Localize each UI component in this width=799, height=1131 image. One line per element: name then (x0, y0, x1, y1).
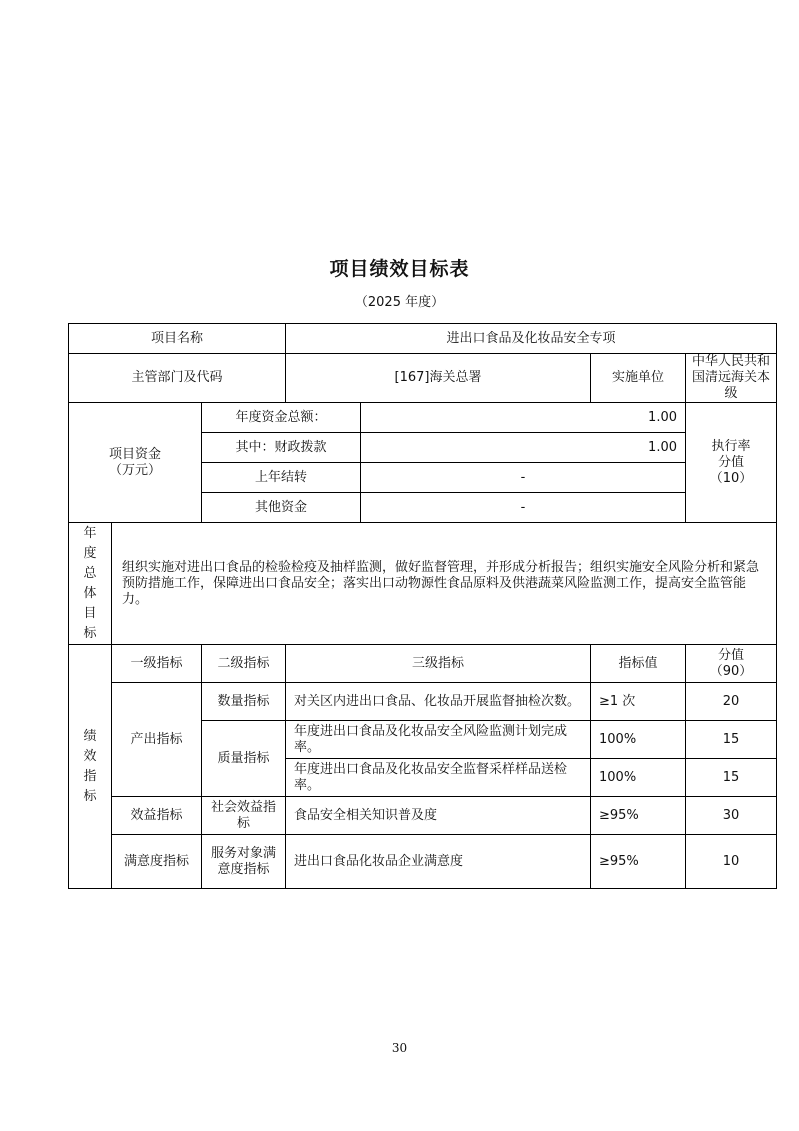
exec-rate-line1: 执行率 (711, 438, 751, 454)
project-name-label: 项目名称 (69, 324, 286, 354)
indicator-row-2-score: 15 (686, 721, 777, 759)
indicator-row-4-value: ≥95% (591, 797, 686, 835)
header-score (686, 645, 777, 683)
satisfaction-indicator-label: 满意度指标 (112, 835, 202, 889)
dept-label: 主管部门及代码 (69, 354, 286, 403)
annual-goal-label (69, 523, 112, 645)
impl-unit-value: 中华人民共和国清远海关本级 (686, 354, 777, 403)
indicators-section-label (69, 645, 112, 889)
indicator-row-4-level3: 食品安全相关知识普及度 (286, 797, 591, 835)
funds-label-line1: 项目资金 (108, 446, 161, 462)
page-number: 30 (391, 1041, 408, 1055)
indicator-row-1-score: 20 (686, 683, 777, 721)
indicator-row-3-score: 15 (686, 759, 777, 797)
indicator-row-1-value: ≥1 次 (591, 683, 686, 721)
indicator-row-2-level3: 年度进出口食品及化妆品安全风险监测计划完成率。 (286, 721, 591, 759)
funds-other-label: 其他资金 (202, 493, 361, 523)
header-level1: 一级指标 (112, 645, 202, 683)
indicator-row-5-score: 10 (686, 835, 777, 889)
page-title: 项目绩效目标表 (329, 258, 470, 280)
indicator-row-1-level3: 对关区内进出口食品、化妆品开展监督抽检次数。 (286, 683, 591, 721)
funds-carryover-label: 上年结转 (202, 463, 361, 493)
indicator-row-4-score: 30 (686, 797, 777, 835)
annual-goal-text: 组织实施对进出口食品的检验检疫及抽样监测，做好监督管理，并形成分析报告；组织实施安全风险分析和紧急预防措施工作，保障进出口食品安全；落实出口动物源性食品原料及供港蔬菜风险监测工作，提高安全监管能力。 (112, 523, 777, 645)
performance-table (68, 323, 777, 889)
header-score-line1: 分值 (718, 647, 745, 663)
project-name-value: 进出口食品及化妆品安全专项 (286, 324, 777, 354)
header-level3: 三级指标 (286, 645, 591, 683)
funds-other-value: - (361, 493, 686, 523)
dept-value: [167]海关总署 (286, 354, 591, 403)
quantity-indicator-label: 数量指标 (202, 683, 286, 721)
social-benefit-indicator-label: 社会效益指标 (202, 797, 286, 835)
exec-rate-line2: 分值 (718, 454, 745, 470)
page-subtitle: （2025 年度） (354, 295, 445, 310)
indicator-row-3-level3: 年度进出口食品及化妆品安全监督采样样品送检率。 (286, 759, 591, 797)
funds-fiscal-value: 1.00 (361, 433, 686, 463)
indicator-row-3-value: 100% (591, 759, 686, 797)
quality-indicator-label: 质量指标 (202, 721, 286, 797)
funds-total-value: 1.00 (361, 403, 686, 433)
output-indicator-label: 产出指标 (112, 683, 202, 797)
funds-fiscal-label: 其中：财政拨款 (202, 433, 361, 463)
indicators-section-label-text: 绩效指标 (83, 728, 97, 804)
annual-goal-label-text: 年度总体目标 (83, 525, 97, 641)
funds-label (69, 403, 202, 523)
funds-total-label: 年度资金总额： (202, 403, 361, 433)
header-level2: 二级指标 (202, 645, 286, 683)
funds-label-line2: （万元） (108, 462, 161, 478)
exec-rate-score (686, 403, 777, 523)
service-satisfaction-indicator-label: 服务对象满意度指标 (202, 835, 286, 889)
impl-unit-label: 实施单位 (591, 354, 686, 403)
header-score-line2: （90） (709, 663, 753, 679)
header-value: 指标值 (591, 645, 686, 683)
indicator-row-5-level3: 进出口食品化妆品企业满意度 (286, 835, 591, 889)
funds-carryover-value: - (361, 463, 686, 493)
indicator-row-2-value: 100% (591, 721, 686, 759)
benefit-indicator-label: 效益指标 (112, 797, 202, 835)
exec-rate-line3: （10） (709, 470, 753, 486)
indicator-row-5-value: ≥95% (591, 835, 686, 889)
